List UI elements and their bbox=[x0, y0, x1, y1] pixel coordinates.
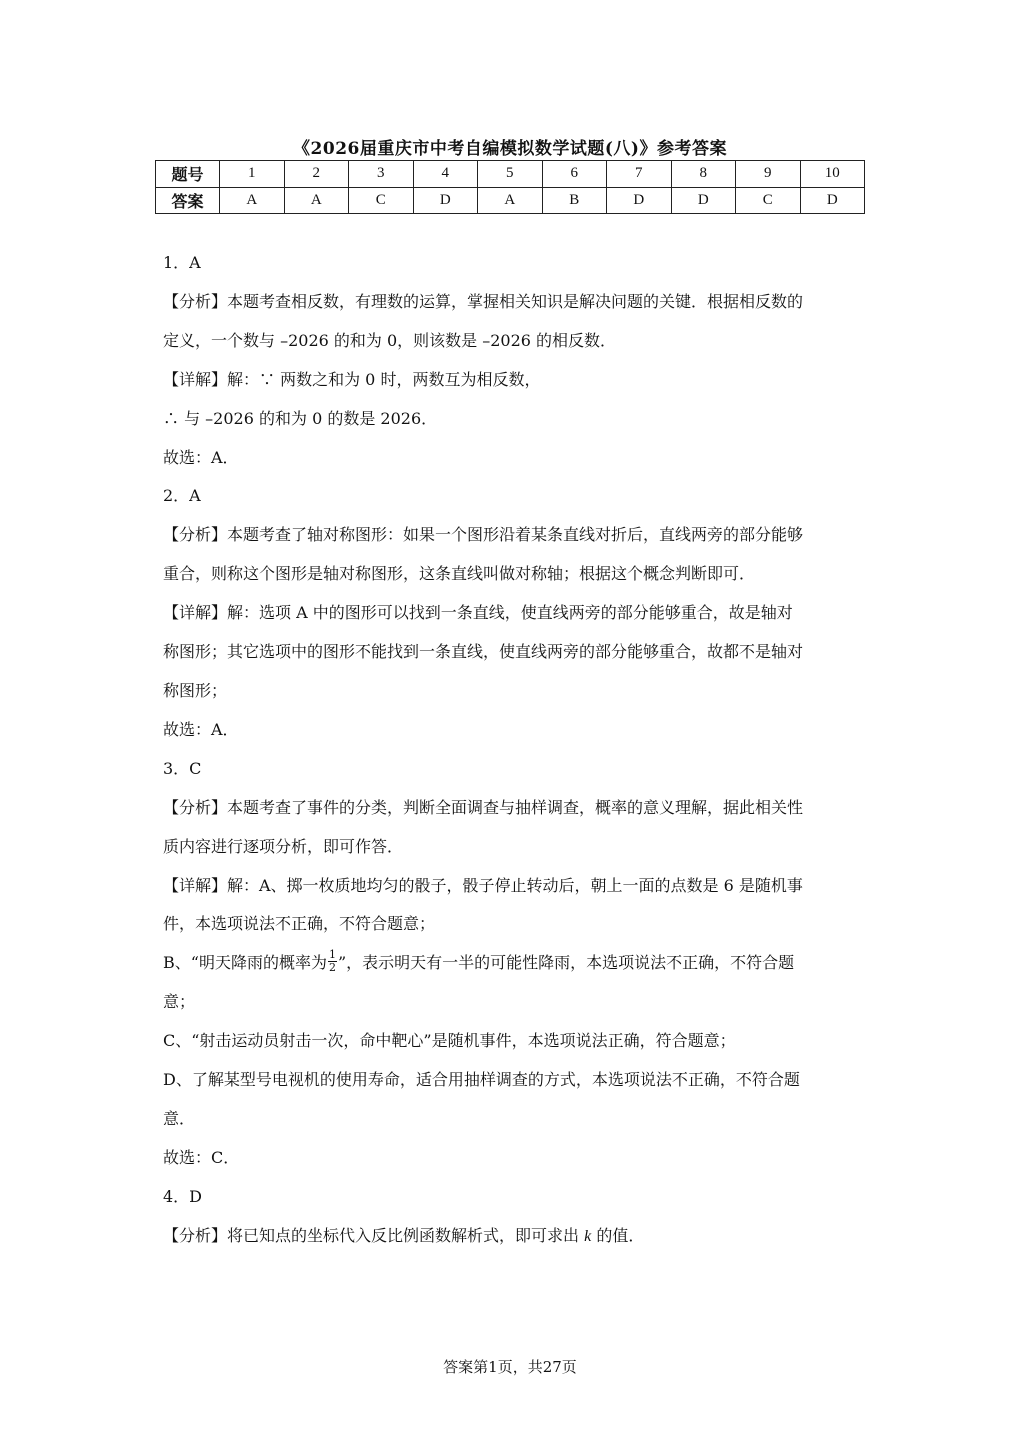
table-row bbox=[156, 161, 865, 188]
text-segment: B、“明天降雨的概率为 bbox=[163, 953, 327, 973]
detail-line: 称图形； bbox=[163, 680, 228, 700]
analysis-line: 重合，则称这个图形是轴对称图形，这条直线叫做对称轴；根据这个概念判断即可． bbox=[163, 564, 756, 584]
variable: k bbox=[584, 1227, 592, 1245]
detail-line: 意． bbox=[163, 1108, 196, 1128]
question-number-cell: 6 bbox=[542, 161, 607, 188]
detail-line: 【详解】解：A、掷一枚质地均匀的骰子，骰子停止转动后，朝上一面的点数是 6 是随机事 bbox=[163, 875, 803, 895]
analysis-line bbox=[163, 1217, 863, 1257]
answer-cell: C bbox=[349, 187, 414, 214]
question-number-cell: 3 bbox=[349, 161, 414, 188]
choice-line: 故选：A． bbox=[163, 447, 239, 467]
answer-cell: A bbox=[284, 187, 349, 214]
question-number-cell: 9 bbox=[736, 161, 801, 188]
detail-line: 意； bbox=[163, 992, 196, 1012]
answer-table bbox=[155, 160, 865, 214]
text-segment: ”，表示明天有一半的可能性降雨，本选项说法不正确，不符合题 bbox=[337, 953, 795, 973]
table-header-cell: 题号 bbox=[156, 161, 220, 188]
answer-cell: A bbox=[478, 187, 543, 214]
analysis-line: 【分析】本题考查了轴对称图形：如果一个图形沿着某条直线对折后，直线两旁的部分能够 bbox=[163, 525, 804, 545]
answer-line: 1．A bbox=[163, 253, 201, 272]
fraction-denominator: 2 bbox=[328, 961, 336, 975]
page-title: 《2026届重庆市中考自编模拟数学试题(八)》参考答案 bbox=[293, 139, 727, 159]
detail-line: 【详解】解：选项 A 中的图形可以找到一条直线，使直线两旁的部分能够重合，故是轴对 bbox=[163, 603, 793, 623]
choice-line: 故选：A． bbox=[163, 719, 239, 739]
question-number-cell: 4 bbox=[413, 161, 478, 188]
question-number-cell: 5 bbox=[478, 161, 543, 188]
answer-cell: D bbox=[671, 187, 736, 214]
fraction bbox=[328, 949, 337, 974]
answer-line: 3．C bbox=[163, 758, 202, 778]
text-segment: 的值． bbox=[596, 1225, 645, 1245]
question-number-cell: 7 bbox=[607, 161, 672, 188]
question-number-cell: 8 bbox=[671, 161, 736, 188]
detail-line: 件，本选项说法不正确，不符合题意； bbox=[163, 914, 436, 934]
answer-line: 4．D bbox=[163, 1186, 203, 1206]
detail-line: D、了解某型号电视机的使用寿命，适合用抽样调查的方式，本选项说法不正确，不符合题 bbox=[163, 1070, 800, 1090]
answer-cell: A bbox=[220, 187, 285, 214]
analysis-line: 质内容进行逐项分析，即可作答． bbox=[163, 836, 404, 856]
answer-cell: D bbox=[607, 187, 672, 214]
fraction-numerator: 1 bbox=[328, 948, 336, 962]
question-number-cell: 10 bbox=[800, 161, 865, 188]
question-number-cell: 1 bbox=[220, 161, 285, 188]
analysis-line: 【分析】本题考查了事件的分类，判断全面调查与抽样调查，概率的意义理解，据此相关性 bbox=[163, 797, 804, 817]
question-number-cell: 2 bbox=[284, 161, 349, 188]
detail-line: ∴ 与 –2026 的和为 0 的数是 2026． bbox=[163, 408, 438, 428]
page-footer: 答案第1页，共27页 bbox=[443, 1358, 577, 1376]
detail-line: 【详解】解：∵ 两数之和为 0 时，两数互为相反数， bbox=[163, 369, 541, 389]
analysis-line: 【分析】本题考查相反数，有理数的运算，掌握相关知识是解决问题的关键．根据相反数的 bbox=[163, 291, 804, 311]
answer-line: 2．A bbox=[163, 486, 201, 506]
answer-cell: B bbox=[542, 187, 607, 214]
answer-cell: D bbox=[413, 187, 478, 214]
solution-body bbox=[163, 244, 863, 1257]
detail-line: C、“射击运动员射击一次，命中靶心”是随机事件，本选项说法正确，符合题意； bbox=[163, 1031, 736, 1051]
analysis-line: 定义，一个数与 –2026 的和为 0，则该数是 –2026 的相反数． bbox=[163, 330, 617, 350]
table-header-cell: 答案 bbox=[156, 187, 220, 214]
answer-cell: C bbox=[736, 187, 801, 214]
table-row bbox=[156, 187, 865, 214]
detail-line: 称图形；其它选项中的图形不能找到一条直线，使直线两旁的部分能够重合，故都不是轴对 bbox=[163, 642, 804, 662]
answer-cell: D bbox=[800, 187, 865, 214]
detail-line-fraction bbox=[163, 944, 863, 983]
text-segment: 【分析】将已知点的坐标代入反比例函数解析式，即可求出 bbox=[163, 1225, 580, 1245]
choice-line: 故选：C． bbox=[163, 1147, 240, 1167]
